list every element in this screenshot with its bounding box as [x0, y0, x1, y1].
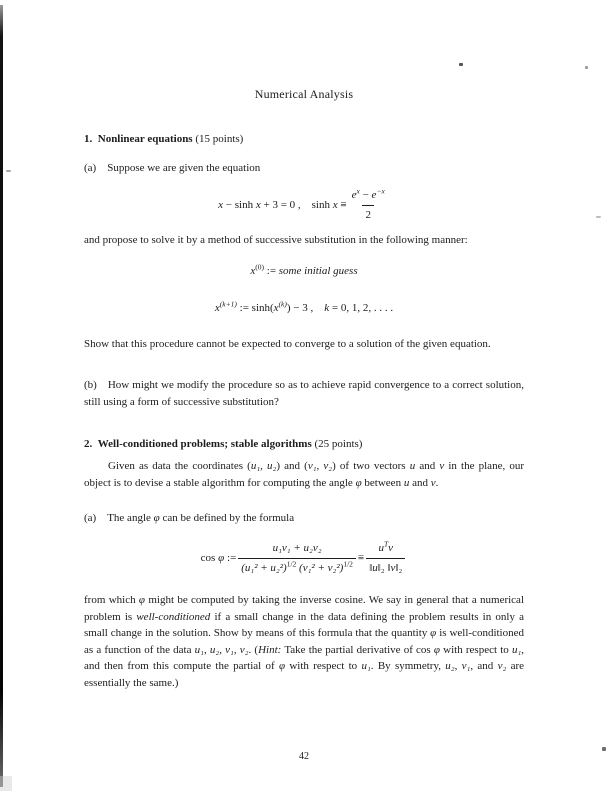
question-2a-text: (a) The angle φ can be defined by the formula — [84, 512, 295, 524]
equation-run: x − sinh x + 3 = 0 , sinh x ≡ — [218, 198, 347, 211]
paragraph-well-conditioned: from which φ might be computed by taking the inverse cosine. We say in general that a numerical problem is well-conditioned if a small change in the data defining the problem results in only a small change in the solution. Show by means of this formula that the quantity φ is well-conditioned as a function of the data u₁, u₂, v₁, v₂. (Hint: Take the partial derivative of cos φ with respect to u₁, and then from this compute the partial of φ with respect to u₁. By symmetry, u₂, v₁, and v₂ are essentially the same.) — [84, 594, 525, 689]
fraction-denominator: ‖u‖₂ ‖v‖₂ — [366, 558, 405, 577]
fraction-denominator: $(u_1^2 + u_2^2)^{1/2}$ $(v_1^2 + v_2^2)^{1/2}$ — [238, 558, 356, 577]
scan-speck — [6, 170, 11, 172]
fraction — [349, 187, 388, 223]
equation-initial-guess: $x^{(0)}$ := some initial guess — [250, 262, 358, 277]
fraction-denominator: 2 — [362, 205, 374, 224]
question-1b-text: (b) How might we modify the procedure so as to achieve rapid convergence to a correct solution, still using a form of successive substitution? — [84, 379, 524, 408]
paragraph-show-procedure: Show that this procedure cannot be expected to converge to a solution of the given equation. — [84, 338, 491, 350]
equivalence-sign: ≡ — [357, 551, 365, 564]
page-title: Numerical Analysis — [254, 87, 354, 101]
fraction — [238, 540, 356, 576]
paragraph-given-data: Given as data the coordinates (u₁, u₂) and (v₁, v₂) of two vectors u and v in the plane, our object is to devise a stable algorithm for computing the angle φ between u and v. — [84, 460, 524, 489]
paragraph-propose-method: and propose to solve it by a method of successive substitution in the following manner: — [84, 234, 468, 246]
fraction — [366, 540, 405, 576]
equation-sinh-definition — [84, 187, 524, 223]
scan-speck — [459, 63, 463, 66]
page-number: 42 — [299, 751, 309, 762]
formula-cos-phi — [84, 536, 524, 580]
scan-speck — [596, 216, 601, 218]
question-1-heading: 1. Nonlinear equations (15 points) — [84, 133, 244, 145]
fraction-numerator: $e^x - e^{-x}$ — [351, 186, 385, 201]
question-1a-text: (a) Suppose we are given the equation — [84, 162, 261, 174]
question-2-heading: 2. Well-conditioned problems; stable algorithms (25 points) — [84, 438, 363, 450]
equation-iteration: $x^{(k+1)}$ := $\sinh(x^{(k)}) - 3$ , k = 0, 1, 2, . . . . — [214, 299, 394, 314]
fraction-numerator: u₁v₁ + u₂v₂ — [272, 542, 322, 554]
scan-smudge — [0, 776, 12, 791]
scan-edge-artifact — [0, 5, 3, 787]
fraction-numerator: $u^Tv$ — [378, 539, 393, 554]
equation-run: cos φ := — [200, 551, 237, 564]
scan-speck — [602, 747, 606, 751]
scan-speck — [585, 66, 588, 69]
